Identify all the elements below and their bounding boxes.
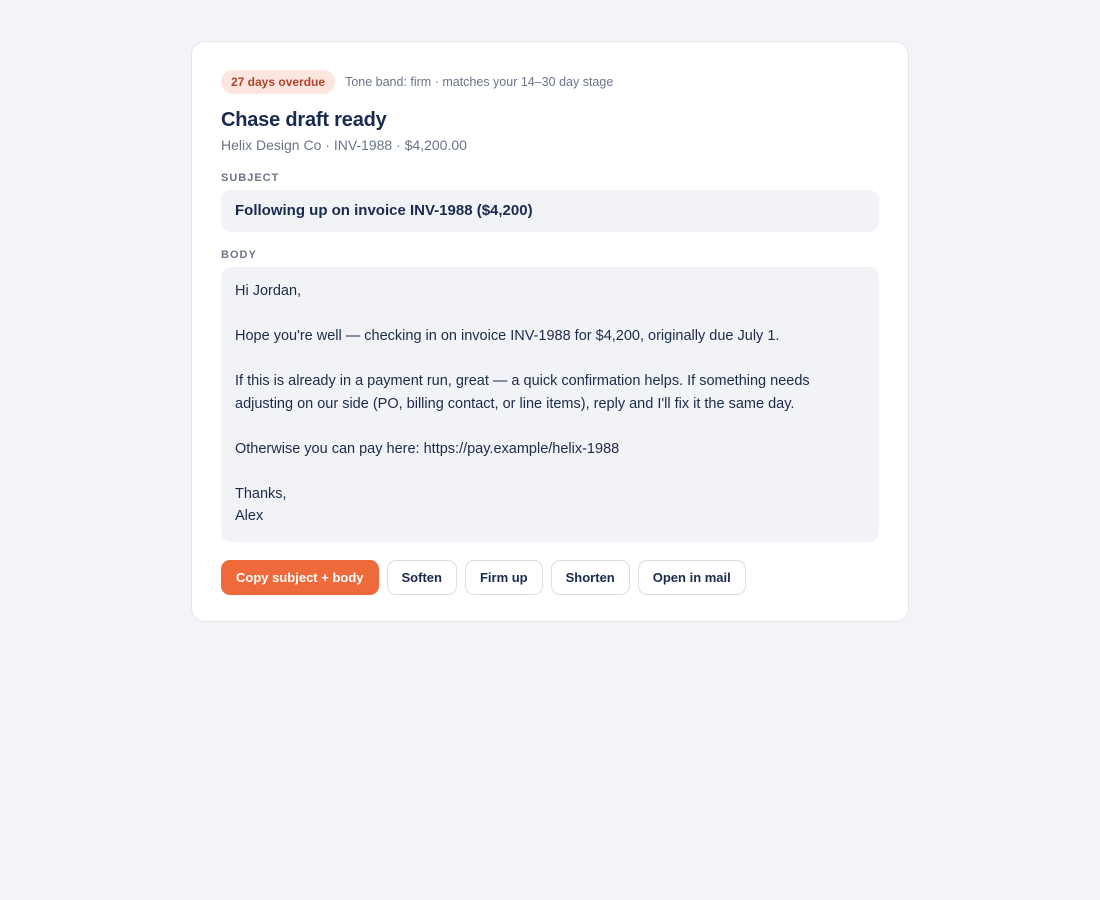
card-title: Chase draft ready xyxy=(221,109,387,131)
signature-line: Alex xyxy=(235,508,264,524)
action-bar xyxy=(221,560,879,595)
body-paragraph: Otherwise you can pay here: https://pay.example/helix-1988 xyxy=(235,440,620,457)
signoff-line: Thanks, xyxy=(235,485,287,502)
shorten-button[interactable]: Shorten xyxy=(551,560,630,595)
body-greeting: Hi Jordan, xyxy=(235,283,302,299)
open-in-mail-button[interactable]: Open in mail xyxy=(638,560,746,595)
meta-row xyxy=(221,70,879,94)
body-paragraph: Hope you're well — checking in on invoice INV-1988 for $4,200, originally due July 1. xyxy=(235,328,780,344)
body-label: BODY xyxy=(221,249,257,261)
firm-up-button[interactable]: Firm up xyxy=(465,560,543,595)
soften-button[interactable]: Soften xyxy=(387,560,457,595)
overdue-badge: 27 days overdue xyxy=(221,70,335,94)
chase-draft-card xyxy=(191,41,909,622)
tone-band-note: Tone band: firm · matches your 14–30 day stage xyxy=(345,75,614,89)
body-signoff xyxy=(235,483,865,528)
subject-field[interactable]: Following up on invoice INV-1988 ($4,200) xyxy=(221,190,879,232)
subject-label: SUBJECT xyxy=(221,172,280,184)
body-paragraph: If this is already in a payment run, great — a quick confirmation helps. If something needs adjusting on our side (PO, billing contact, or line items), reply and I'll fix it the same day. xyxy=(235,373,810,412)
body-field[interactable] xyxy=(221,267,879,542)
invoice-summary: Helix Design Co · INV-1988 · $4,200.00 xyxy=(221,137,467,153)
copy-subject-body-button[interactable]: Copy subject + body xyxy=(221,560,379,595)
